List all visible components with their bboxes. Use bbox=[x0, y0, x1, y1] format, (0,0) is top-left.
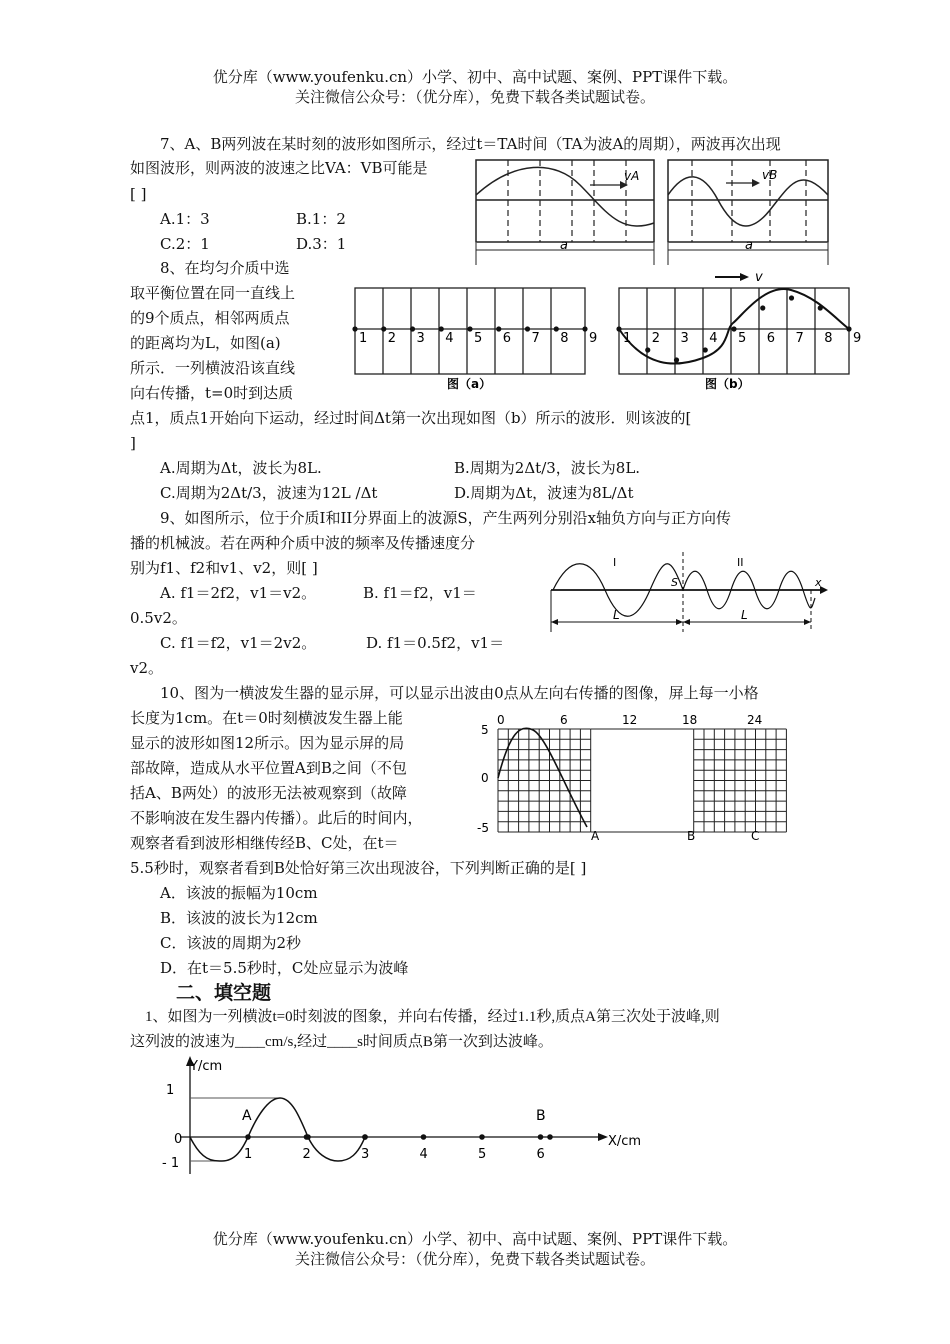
q8a-point-label: 1 bbox=[359, 331, 368, 346]
q10-option-a: A．该波的振幅为10cm bbox=[160, 884, 318, 902]
q10-fig-top-6: 6 bbox=[560, 713, 568, 727]
q10-option-c: C．该波的周期为2秒 bbox=[160, 934, 302, 952]
q8a-point bbox=[582, 326, 587, 331]
q8-option-b: B.周期为2Δt/3，波长为8L. bbox=[454, 459, 641, 477]
fill-q1-line-2: 这列波的波速为____cm/s,经过____s时间质点B第一次到达波峰。 bbox=[130, 1034, 553, 1050]
q10-fig-top-18: 18 bbox=[682, 713, 698, 727]
q8-option-a: A.周期为Δt，波长为8L. bbox=[160, 459, 322, 477]
q8a-point bbox=[496, 326, 501, 331]
q8-line-5: 所示．一列横波沿该直线 bbox=[130, 359, 296, 377]
q7-line-2: 如图波形，则两波的波速之比VA：VB可能是 bbox=[130, 159, 428, 177]
q9-option-d-cont: v2。 bbox=[130, 659, 164, 677]
q9-line-2: 播的机械波。若在两种介质中波的频率及传播速度分 bbox=[130, 534, 476, 552]
q8-option-c: C.周期为2Δt/3，波速为12L /Δt bbox=[160, 484, 378, 502]
q8b-point bbox=[846, 326, 851, 331]
fill-fig-b: B bbox=[536, 1108, 546, 1124]
q8a-point bbox=[467, 326, 472, 331]
q8b-point bbox=[703, 347, 708, 352]
q8-line-6: 向右传播，t=0时到达质 bbox=[130, 384, 294, 402]
q9-option-b-cont: 0.5v2。 bbox=[130, 609, 187, 627]
q7-bracket: [ ] bbox=[130, 185, 147, 203]
q8a-point-label: 9 bbox=[589, 331, 598, 346]
fill-fig-tick-label: 5 bbox=[478, 1147, 487, 1162]
q8b-point-label: 3 bbox=[680, 331, 689, 346]
q8b-point bbox=[645, 347, 650, 352]
q8-line-2: 取平衡位置在同一直线上 bbox=[130, 284, 296, 302]
q9-fig-source: S bbox=[671, 576, 678, 589]
fill-fig-x-label: X/cm bbox=[608, 1134, 642, 1149]
q7-fig-a-left: a bbox=[560, 238, 568, 253]
q8b-point-label: 7 bbox=[795, 331, 804, 346]
q8a-point-label: 6 bbox=[502, 331, 512, 346]
q9-option-b: B. f1＝f2，v1＝ bbox=[363, 584, 477, 602]
header-line-2: 关注微信公众号：（优分库），免费下载各类试题试卷。 bbox=[294, 88, 655, 106]
footer-line-2: 关注微信公众号：（优分库），免费下载各类试题试卷。 bbox=[294, 1250, 655, 1268]
q9-option-c: C. f1＝f2，v1＝2v2。 bbox=[160, 634, 317, 652]
q10-fig-a: A bbox=[591, 829, 600, 842]
q8a-point-label: 2 bbox=[387, 331, 397, 346]
q9-line-1: 9、如图所示，位于介质I和II分界面上的波源S，产生两列分别沿x轴负方向与正方向传 bbox=[160, 509, 732, 527]
q10-line-6: 不影响波在发生器内传播）。此后的时间内， bbox=[130, 809, 423, 827]
q9-fig-medium-2: II bbox=[737, 556, 744, 569]
fill-fig-point-b bbox=[547, 1134, 553, 1140]
fill-fig-point bbox=[479, 1134, 485, 1140]
q9-fig-medium-1: I bbox=[613, 556, 617, 569]
q8b-point bbox=[674, 357, 679, 362]
q10-line-3: 显示的波形如图12所示。因为显示屏的局 bbox=[130, 734, 405, 752]
q8a-point bbox=[352, 326, 357, 331]
q8-line-8: ] bbox=[130, 434, 136, 452]
q9-fig-x-axis: x bbox=[815, 576, 822, 589]
q10-fig-top-0: 0 bbox=[497, 713, 505, 727]
q8-line-1: 8、在均匀介质中选 bbox=[160, 259, 290, 277]
q8a-point bbox=[525, 326, 530, 331]
fill-fig-tick-label: 6 bbox=[536, 1147, 545, 1162]
q7-fig-a-right: a bbox=[745, 238, 753, 253]
q8-line-3: 的9个质点，相邻两质点 bbox=[130, 309, 290, 327]
fill-fig-point bbox=[245, 1134, 251, 1140]
footer-line-1: 优分库（www.youfenku.cn）小学、初中、高中试题、案例、PPT课件下载。 bbox=[212, 1230, 738, 1248]
fill-fig-minus-one: - 1 bbox=[162, 1156, 180, 1171]
q8b-point-label: 8 bbox=[824, 331, 833, 346]
header-line-1: 优分库（www.youfenku.cn）小学、初中、高中试题、案例、PPT课件下载。 bbox=[212, 68, 738, 86]
q9-fig-l-left: L bbox=[613, 608, 620, 622]
fill-fig-tick-label: 1 bbox=[244, 1147, 253, 1162]
q10-fig-left-0: 0 bbox=[481, 771, 489, 785]
fill-fig-tick-label: 2 bbox=[302, 1147, 311, 1162]
fill-fig-point bbox=[362, 1134, 368, 1140]
fill-q1-figure bbox=[160, 1050, 660, 1180]
q10-line-2: 长度为1cm。在t＝0时刻横波发生器上能 bbox=[130, 709, 403, 727]
q7-fig-va: vA bbox=[624, 169, 640, 183]
q10-line-8: 5.5秒时，观察者看到B处恰好第三次出现波谷，下列判断正确的是[ ] bbox=[130, 859, 587, 877]
q8b-point-label: 5 bbox=[738, 331, 747, 346]
q8a-point-label: 3 bbox=[416, 331, 425, 346]
fill-fig-one: 1 bbox=[166, 1083, 175, 1098]
q10-line-7: 观察者看到波形相继传经B、C处，在t＝ bbox=[130, 834, 399, 852]
q8b-point-label: 2 bbox=[651, 331, 661, 346]
q8b-point bbox=[731, 326, 736, 331]
q7-option-d: D.3：1 bbox=[296, 235, 347, 253]
q7-option-c: C.2：1 bbox=[160, 235, 210, 253]
q7-fig-vb: vB bbox=[762, 168, 778, 182]
q10-fig-left-m5: -5 bbox=[477, 821, 489, 835]
q8-fig-v: v bbox=[755, 270, 763, 285]
q7-figure bbox=[470, 155, 830, 270]
fill-fig-tick-label: 4 bbox=[419, 1147, 428, 1162]
q8a-point bbox=[554, 326, 559, 331]
q10-option-d: D．在t＝5.5秒时，C处应显示为波峰 bbox=[160, 959, 409, 977]
q8b-point-label: 9 bbox=[853, 331, 862, 346]
q7-option-b: B.1：2 bbox=[296, 210, 346, 228]
q8-fig-b-caption: 图（b） bbox=[705, 377, 750, 391]
fill-fig-point bbox=[421, 1134, 427, 1140]
q8b-point bbox=[760, 305, 765, 310]
q8b-point-label: 4 bbox=[709, 331, 718, 346]
q10-line-1: 10、图为一横波发生器的显示屏，可以显示出波由0点从左向右传播的图像，屏上每一小格 bbox=[160, 684, 759, 702]
q8b-point-label: 6 bbox=[766, 331, 776, 346]
q8b-point bbox=[818, 305, 823, 310]
q10-figure bbox=[475, 712, 825, 842]
q8b-point-label: 1 bbox=[623, 331, 632, 346]
q8b-point bbox=[616, 326, 621, 331]
q8b-point bbox=[789, 295, 794, 300]
q8a-point-label: 8 bbox=[560, 331, 569, 346]
q9-option-d: D. f1＝0.5f2，v1＝ bbox=[366, 634, 505, 652]
q10-fig-top-24: 24 bbox=[747, 713, 763, 727]
q10-option-b: B．该波的波长为12cm bbox=[160, 909, 318, 927]
q8-line-4: 的距离均为L，如图(a) bbox=[130, 334, 281, 352]
q9-fig-l-right: L bbox=[741, 608, 748, 622]
q8-option-d: D.周期为Δt，波速为8L/Δt bbox=[454, 484, 634, 502]
fill-fig-y-label: Y/cm bbox=[190, 1059, 223, 1074]
q8a-point bbox=[381, 326, 386, 331]
q8-fig-a-caption: 图（a） bbox=[447, 377, 492, 391]
q8-line-7: 点1，质点1开始向下运动，经过时间Δt第一次出现如图（b）所示的波形．则该波的[ bbox=[130, 409, 692, 427]
q7-option-a: A.1：3 bbox=[160, 210, 210, 228]
q8a-point-label: 5 bbox=[474, 331, 483, 346]
section-2-title: 二、填空题 bbox=[176, 982, 272, 1004]
q9-line-3: 别为f1、f2和v1、v2，则[ ] bbox=[130, 559, 318, 577]
q8a-point-label: 4 bbox=[445, 331, 454, 346]
q7-line-1: 7、A、B两列波在某时刻的波形如图所示，经过t＝TA时间（TA为波A的周期），两波再次出现 bbox=[160, 135, 781, 153]
fill-fig-zero: 0 bbox=[174, 1132, 183, 1147]
q8-figure bbox=[345, 268, 865, 398]
fill-fig-tick-label: 3 bbox=[361, 1147, 370, 1162]
q10-fig-top-12: 12 bbox=[622, 713, 638, 727]
q10-fig-b: B bbox=[687, 829, 696, 842]
q8a-point-label: 7 bbox=[531, 331, 540, 346]
fill-fig-point bbox=[538, 1134, 544, 1140]
q10-fig-c: C bbox=[751, 829, 760, 842]
fill-fig-a: A bbox=[242, 1108, 252, 1124]
q10-line-4: 部故障，造成从水平位置A到B之间（不包 bbox=[130, 759, 407, 777]
q9-option-a: A. f1＝2f2，v1＝v2。 bbox=[160, 584, 317, 602]
fill-fig-point bbox=[305, 1134, 311, 1140]
fill-q1-line-1: 1、如图为一列横波t=0时刻波的图象，并向右传播，经过1.1秒,质点A第三次处于波峰,则 bbox=[145, 1009, 720, 1025]
q10-fig-left-5: 5 bbox=[481, 723, 489, 737]
q8a-point bbox=[439, 326, 444, 331]
q8a-point bbox=[410, 326, 415, 331]
q9-figure bbox=[545, 550, 835, 640]
q10-line-5: 括A、B两处）的波形无法被观察到（故障 bbox=[130, 784, 407, 802]
